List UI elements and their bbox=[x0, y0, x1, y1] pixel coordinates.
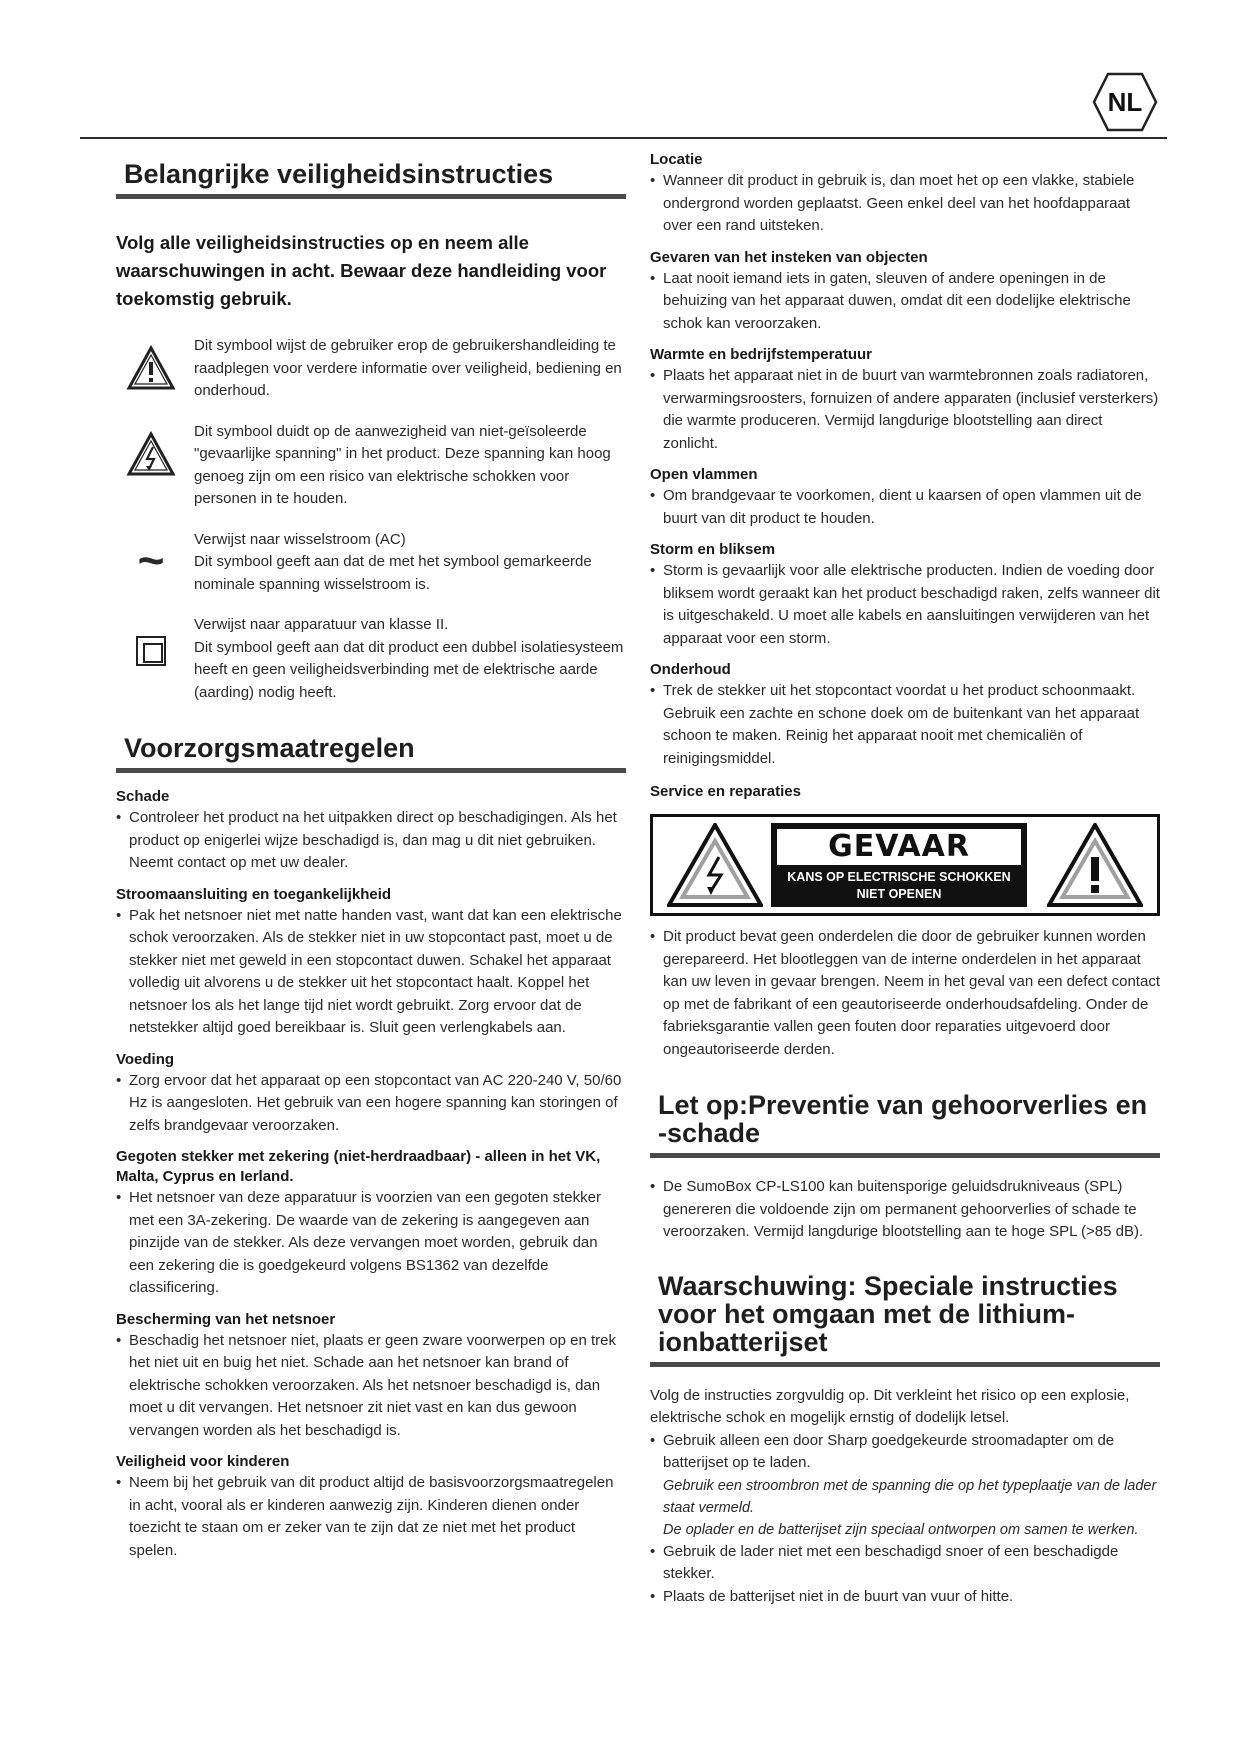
danger-text-box bbox=[771, 823, 1027, 907]
danger-label bbox=[650, 814, 1160, 916]
bullet-item: • Storm is gevaarlijk voor alle elektrische producten. Indien de voeding door bliksem wordt geraakt kan het product beschadigd raken, zelfs wanneer dit is uitgeschakeld. U moet alle kabels en aansluitingen verwijderen van het apparaat voor een storm. bbox=[650, 560, 1160, 650]
sub-heading: Schade bbox=[116, 788, 170, 805]
precautions-list bbox=[116, 787, 626, 1562]
sub-heading: Veiligheid voor kinderen bbox=[116, 1453, 290, 1470]
bullet-item: • De SumoBox CP-LS100 kan buitensporige geluidsdrukniveaus (SPL) genereren die voldoende zijn om permanent gehoorverlies of schade te veroorzaken. Vermijd langdurige blootstelling aan te hoge SPL (>85 dB). bbox=[650, 1176, 1160, 1244]
bullet-item: • Beschadig het netsnoer niet, plaats er geen zware voorwerpen op en trek het niet uit en buig het niet. Schade aan het netsnoer kan brand of elektrische schokken veroorzaken. Als het netsnoer beschadigd is, dan moet u dit vervangen. Het netsnoer zit niet vast en kan dus gewoon vervangen worden als het beschadigd is. bbox=[116, 1330, 626, 1443]
symbol-text: Dit symbool geeft aan dat de met het symbool gemarkeerde nominale spanning wisselstroom is. bbox=[194, 553, 592, 593]
double-square-icon bbox=[136, 636, 166, 666]
section-title-hearing: Let op:Preventie van gehoorverlies en -schade bbox=[650, 1091, 1160, 1158]
sub-heading: Gegoten stekker met zekering (niet-herdraadbaar) - alleen in het VK, Malta, Cyprus en Ierland. bbox=[116, 1148, 601, 1185]
section-title-battery: Waarschuwing: Speciale instructies voor het omgaan met de lithium-ionbatterijset bbox=[650, 1272, 1160, 1367]
symbol-row-manual bbox=[116, 335, 626, 403]
symbol-line: Verwijst naar apparatuur van klasse II. bbox=[194, 616, 449, 633]
bullet-item: • Gebruik de lader niet met een beschadigd snoer of een beschadigde stekker. bbox=[650, 1541, 1160, 1586]
sub-heading: Bescherming van het netsnoer bbox=[116, 1310, 336, 1328]
bullet-item: • Controleer het product na het uitpakken direct op beschadigingen. Als het product op enigerlei wijze beschadigd is, dan mag u dit niet gebruiken. Neemt contact op met uw dealer. bbox=[116, 807, 626, 875]
lightning-triangle-icon bbox=[126, 431, 176, 477]
bullet-item: • Dit product bevat geen onderdelen die door de gebruiker kunnen worden gerepareerd. Het blootleggen van de interne onderdelen in het apparaat kan uw leven in gevaar brengen. Neem in het geval van een defect contact op met de fabrikant of een geautoriseerde onderhoudsafdeling. Onder de fabrieksgarantie vallen geen fouten door reparaties uitgevoerd door ongeautoriseerde derden. bbox=[650, 926, 1160, 1061]
language-badge bbox=[1092, 72, 1158, 132]
section-title-precautions: Voorzorgsmaatregelen bbox=[116, 734, 626, 773]
sub-heading: Storm en bliksem bbox=[650, 541, 776, 558]
symbol-text: Dit symbool wijst de gebruiker erop de gebruikershandleiding te raadplegen voor verdere informatie over veiligheid, bediening en onderhoud. bbox=[194, 337, 622, 399]
symbol-row-class2 bbox=[116, 614, 626, 704]
bullet-item: • Plaats het apparaat niet in de buurt van warmtebronnen zoals radiatoren, verwarmingsroosters, fornuizen of andere apparaten (inclusief versterkers) die warmte produceren. Vermijd langdurige blootstelling aan direct zonlicht. bbox=[650, 365, 1160, 455]
bullet-item: • Laat nooit iemand iets in gaten, sleuven of andere openingen in de behuizing van het apparaat duwen, omdat dit een dodelijke elektrische schok kan veroorzaken. bbox=[650, 268, 1160, 336]
battery-intro: Volg de instructies zorgvuldig op. Dit verkleint het risico op een explosie, elektrische schok en mogelijk ernstig of dodelijk letsel. bbox=[650, 1386, 1130, 1426]
danger-line: KANS OP ELECTRISCHE SCHOKKEN bbox=[787, 870, 1011, 884]
sub-heading: Onderhoud bbox=[650, 661, 731, 678]
sub-heading: Voeding bbox=[116, 1050, 175, 1068]
symbol-text: Dit symbool geeft aan dat dit product een dubbel isolatiesysteem heeft en geen veiligheidsverbinding met de elektrische aarde (aarding) nodig heeft. bbox=[194, 638, 624, 701]
header-rule bbox=[80, 137, 1167, 139]
sub-heading: Warmte en bedrijfstemperatuur bbox=[650, 346, 872, 363]
symbol-row-voltage bbox=[116, 421, 626, 511]
sub-heading: Open vlammen bbox=[650, 466, 758, 483]
symbol-row-ac bbox=[116, 529, 626, 597]
warning-triangle-icon bbox=[1047, 823, 1143, 907]
left-column bbox=[116, 160, 626, 1562]
danger-title: GEVAAR bbox=[777, 829, 1021, 865]
italic-note: Gebruik een stroombron met de spanning die op het typeplaatje van de lader staat vermeld. bbox=[663, 1477, 1157, 1516]
bullet-item: • Gebruik alleen een door Sharp goedgekeurde stroomadapter om de batterijset op te laden. bbox=[650, 1430, 1160, 1475]
tilde-icon: ~ bbox=[137, 533, 165, 586]
right-column bbox=[650, 150, 1160, 1608]
bullet-item: • Plaats de batterijset niet in de buurt van vuur of hitte. bbox=[650, 1586, 1160, 1609]
bullet-item: • Neem bij het gebruik van dit product altijd de basisvoorzorgsmaatregelen in acht, vooral als er kinderen aanwezig zijn. Kinderen dienen onder toezicht te staan om er zeker van te zijn dat ze niet met het product spelen. bbox=[116, 1472, 626, 1562]
sub-heading: Locatie bbox=[650, 151, 703, 168]
safety-intro: Volg alle veiligheidsinstructies op en neem alle waarschuwingen in acht. Bewaar deze handleiding voor toekomstig gebruik. bbox=[116, 232, 607, 309]
sub-heading: Service en reparaties bbox=[650, 783, 801, 800]
bullet-item: • Het netsnoer van deze apparatuur is voorzien van een gegoten stekker met een 3A-zekering. De waarde van de zekering is aangegeven aan pinzijde van de stekker. Als deze vervangen moet worden, gebruik dan een zekering die is goedgekeurd volgens BS1362 van dezelfde classificering. bbox=[116, 1187, 626, 1300]
danger-line: NIET OPENEN bbox=[856, 887, 942, 901]
sub-heading: Gevaren van het insteken van objecten bbox=[650, 248, 928, 266]
symbol-line: Verwijst naar wisselstroom (AC) bbox=[194, 530, 406, 548]
lightning-triangle-icon bbox=[667, 823, 763, 907]
bullet-item: • Om brandgevaar te voorkomen, dient u kaarsen of open vlammen uit de buurt van dit product te houden. bbox=[650, 485, 1160, 530]
bullet-item: • Wanneer dit product in gebruik is, dan moet het op een vlakke, stabiele ondergrond worden geplaatst. Geen enkel deel van het hoofdapparaat over een rand uitsteken. bbox=[650, 170, 1160, 238]
warning-triangle-icon bbox=[126, 345, 176, 391]
language-code: NL bbox=[1107, 87, 1143, 117]
bullet-item: • Pak het netsnoer niet met natte handen vast, want dat kan een elektrische schok veroorzaken. Als de stekker niet in uw stopcontact past, moet u de stekker niet met geweld in een stopcontact duwen. Schakel het apparaat volledig uit alvorens u de stekker uit het stopcontact haalt. Koppel het netsnoer los als het lange tijd niet wordt gebruikt. Zorg ervoor dat de netstekker altijd goed bereikbaar is. Sluit geen verlengkabels aan. bbox=[116, 905, 626, 1040]
bullet-item: • Zorg ervoor dat het apparaat op een stopcontact van AC 220-240 V, 50/60 Hz is aangesloten. Het gebruik van een hogere spanning kan storingen of zelfs brandgevaar veroorzaken. bbox=[116, 1070, 626, 1138]
sub-heading: Stroomaansluiting en toegankelijkheid bbox=[116, 885, 392, 903]
bullet-item: • Trek de stekker uit het stopcontact voordat u het product schoonmaakt. Gebruik een zachte en schone doek om de buitenkant van het apparaat schoon te maken. Reinig het apparaat nooit met chemicaliën of reinigingsmiddel. bbox=[650, 680, 1160, 770]
symbol-text: Dit symbool duidt op de aanwezigheid van niet-geïsoleerde "gevaarlijke spanning" in het product. Deze spanning kan hoog genoeg zijn om een risico van elektrische schokken voor personen in te houden. bbox=[194, 422, 611, 507]
italic-note: De oplader en de batterijset zijn speciaal ontworpen om samen te werken. bbox=[663, 1521, 1139, 1538]
section-title-safety: Belangrijke veiligheidsinstructies bbox=[116, 160, 626, 199]
